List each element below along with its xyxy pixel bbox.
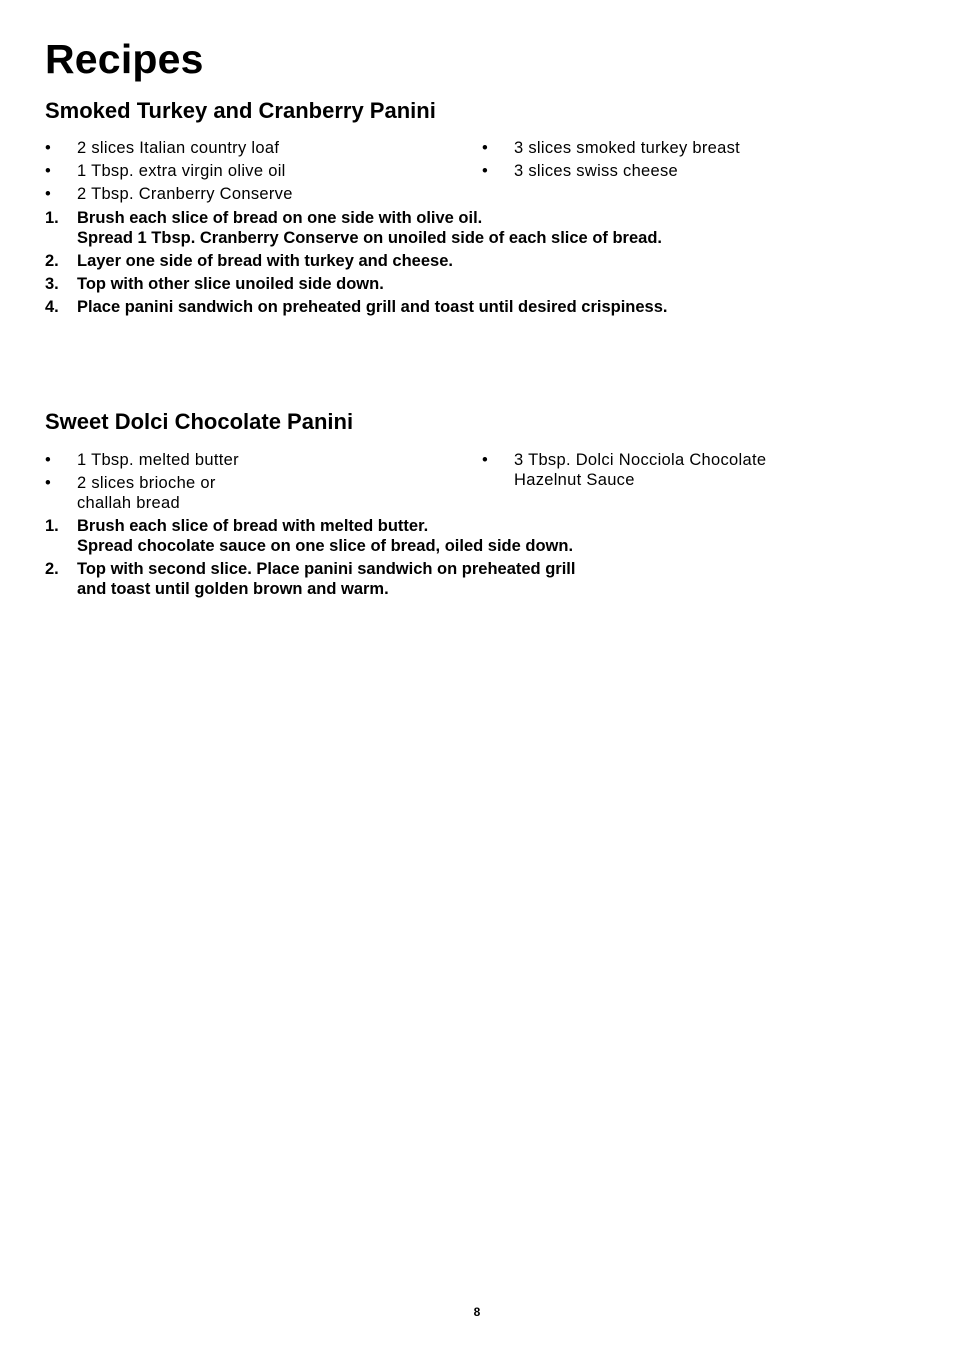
- ingredient-item: • 1 Tbsp. extra virgin olive oil: [45, 162, 286, 180]
- bullet-icon: •: [45, 185, 52, 203]
- step-text: Place panini sandwich on preheated grill and toast until desired crispiness.: [77, 298, 668, 316]
- step-item: [45, 297, 905, 317]
- bullet-icon: •: [45, 451, 52, 469]
- step-item: [45, 516, 905, 556]
- step-text: Top with other slice unoiled side down.: [77, 275, 384, 293]
- bullet-icon: •: [45, 474, 52, 492]
- step-item: [45, 274, 905, 294]
- recipe-title: Smoked Turkey and Cranberry Panini: [45, 98, 436, 123]
- ingredient-column-right: [482, 450, 905, 493]
- recipe-title: Sweet Dolci Chocolate Panini: [45, 409, 354, 434]
- ingredient-column-left: [45, 138, 465, 207]
- step-list: [45, 516, 905, 602]
- step-number: 2.: [45, 252, 59, 270]
- step-number: 1.: [45, 209, 59, 227]
- bullet-icon: •: [482, 139, 489, 157]
- bullet-icon: •: [482, 162, 489, 180]
- step-text: Spread chocolate sauce on one slice of bread, oiled side down.: [77, 537, 574, 555]
- step-number: 1.: [45, 517, 59, 535]
- bullet-icon: •: [45, 162, 52, 180]
- page-title: Recipes: [45, 36, 204, 82]
- step-text: Layer one side of bread with turkey and cheese.: [77, 252, 453, 270]
- step-text: Brush each slice of bread with melted butter.: [77, 517, 429, 535]
- step-text: and toast until golden brown and warm.: [77, 580, 389, 598]
- ingredient-item: • 2 slices brioche or challah bread: [45, 474, 216, 512]
- bullet-icon: •: [482, 451, 489, 469]
- step-item: [45, 251, 905, 271]
- step-item: [45, 559, 905, 599]
- step-text: Spread 1 Tbsp. Cranberry Conserve on unoiled side of each slice of bread.: [77, 229, 662, 247]
- page-number: 8: [473, 1305, 481, 1319]
- step-text: Top with second slice. Place panini sandwich on preheated grill: [77, 560, 576, 578]
- step-list: [45, 208, 905, 320]
- ingredient-column-right: [482, 138, 905, 184]
- ingredient-column-left: [45, 450, 465, 516]
- step-number: 2.: [45, 560, 59, 578]
- step-number: 4.: [45, 298, 59, 316]
- ingredient-item: • 3 Tbsp. Dolci Nocciola Chocolate Hazelnut Sauce: [482, 451, 767, 489]
- ingredient-item: • 2 Tbsp. Cranberry Conserve: [45, 185, 293, 203]
- step-text: Brush each slice of bread on one side with olive oil.: [77, 209, 483, 227]
- ingredient-item: • 2 slices Italian country loaf: [45, 139, 280, 157]
- ingredient-item: • 1 Tbsp. melted butter: [45, 451, 239, 469]
- ingredient-item: • 3 slices swiss cheese: [482, 162, 679, 180]
- step-number: 3.: [45, 275, 59, 293]
- step-item: [45, 208, 905, 248]
- ingredient-item: • 3 slices smoked turkey breast: [482, 139, 741, 157]
- bullet-icon: •: [45, 139, 52, 157]
